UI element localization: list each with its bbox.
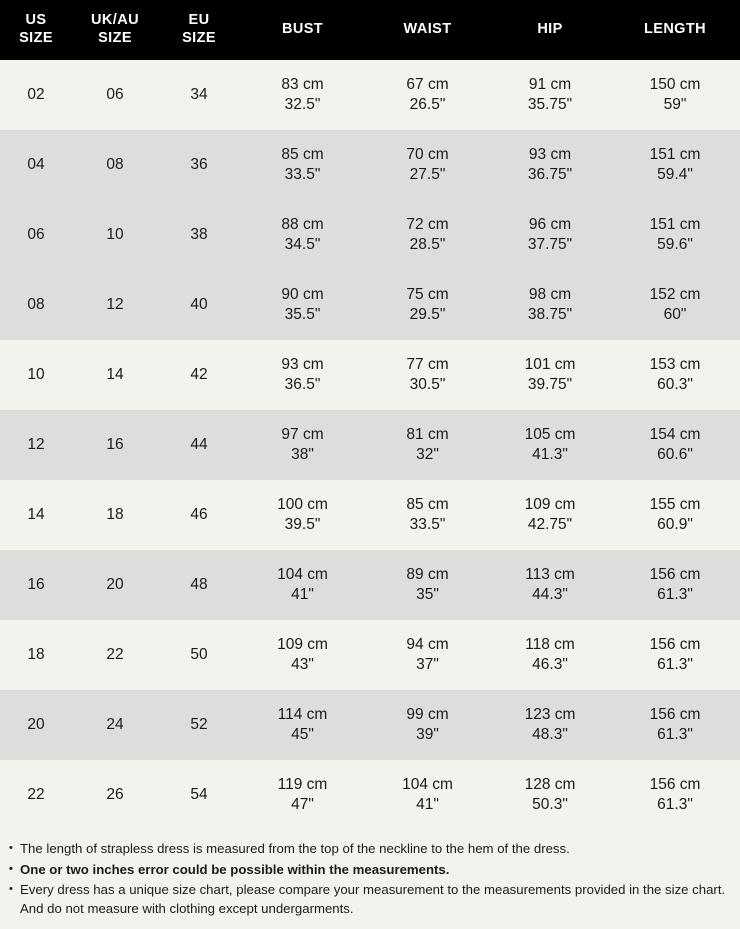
bust-inch: 34.5" [284,236,321,253]
length-cm: 155 cm [649,495,701,513]
cell-eu-size: 44 [158,410,240,480]
cell-waist [365,760,490,830]
header-line-1: US [25,12,47,29]
hip-inch: 35.75" [527,96,573,113]
cell-length [610,270,740,340]
cell-waist [365,410,490,480]
bust-inch: 43" [291,656,314,673]
length-inch: 60.6" [657,446,693,463]
bust-cm: 85 cm [281,145,324,163]
note-text: Every dress has a unique size chart, please compare your measurement to the measurements provided in the size chart. And do not measure with clothing except undergarments. [20,882,726,917]
hip-inch: 38.75" [527,306,573,323]
table-row [0,60,740,130]
hip-inch: 42.75" [527,516,573,533]
header-line-1: HIP [537,20,563,37]
hip-cm: 98 cm [528,285,572,303]
bust-inch: 39.5" [284,516,321,533]
waist-inch: 32" [416,446,439,463]
bust-inch: 45" [291,726,314,743]
cell-eu-size: 46 [158,480,240,550]
length-cm: 154 cm [649,425,701,443]
bust-cm: 104 cm [277,565,328,583]
header-row [0,0,740,60]
cell-us-size: 08 [0,270,72,340]
table-row [0,620,740,690]
hip-inch: 41.3" [532,446,568,463]
cell-bust [240,480,365,550]
hip-cm: 118 cm [525,635,575,653]
column-header-uk-au-size [72,0,158,60]
hip-cm: 109 cm [524,495,576,513]
length-cm: 156 cm [649,635,701,653]
table-row [0,200,740,270]
table-row [0,340,740,410]
waist-cm: 67 cm [406,75,449,93]
cell-us-size: 22 [0,760,72,830]
length-inch: 61.3" [657,726,693,743]
cell-bust [240,200,365,270]
cell-waist [365,340,490,410]
cell-hip [490,270,610,340]
hip-cm: 96 cm [528,215,572,233]
cell-uk-au-size: 26 [72,760,158,830]
bust-cm: 97 cm [281,425,324,443]
length-inch: 59.4" [657,166,693,183]
bust-cm: 90 cm [281,285,324,303]
waist-cm: 89 cm [406,565,449,583]
bust-inch: 32.5" [284,96,321,113]
length-inch: 61.3" [657,656,693,673]
cell-length [610,200,740,270]
cell-eu-size: 52 [158,690,240,760]
cell-bust [240,270,365,340]
waist-cm: 85 cm [406,495,449,513]
cell-us-size: 02 [0,60,72,130]
bullet-icon: • [9,842,13,854]
cell-waist [365,480,490,550]
cell-uk-au-size: 18 [72,480,158,550]
length-inch: 60" [663,306,687,323]
length-inch: 60.9" [657,516,693,533]
note-text: One or two inches error could be possible within the measurements. [20,861,450,877]
cell-length [610,690,740,760]
bust-inch: 47" [291,796,314,813]
bust-cm: 88 cm [281,215,324,233]
column-header-waist [365,0,490,60]
waist-inch: 37" [416,656,439,673]
length-inch: 60.3" [657,376,693,393]
waist-inch: 33.5" [409,516,446,533]
length-cm: 156 cm [649,705,701,723]
table-row [0,550,740,620]
waist-cm: 70 cm [406,145,449,163]
cell-us-size: 04 [0,130,72,200]
waist-inch: 41" [416,796,439,813]
cell-bust [240,130,365,200]
table-row [0,130,740,200]
note-item [8,861,730,880]
cell-length [610,60,740,130]
hip-cm: 93 cm [528,145,572,163]
cell-hip [490,340,610,410]
cell-bust [240,690,365,760]
cell-length [610,130,740,200]
bust-inch: 36.5" [284,376,321,393]
length-cm: 152 cm [649,285,701,303]
cell-eu-size: 40 [158,270,240,340]
cell-waist [365,620,490,690]
hip-inch: 50.3" [532,796,568,813]
column-header-us-size [0,0,72,60]
table-head [0,0,740,60]
waist-cm: 99 cm [406,705,449,723]
hip-cm: 105 cm [524,425,576,443]
length-cm: 156 cm [649,775,701,793]
length-inch: 59" [663,96,687,113]
waist-inch: 27.5" [409,166,446,183]
cell-length [610,760,740,830]
note-text: The length of strapless dress is measured from the top of the neckline to the hem of the dress. [20,841,570,856]
cell-waist [365,130,490,200]
cell-bust [240,340,365,410]
cell-us-size: 10 [0,340,72,410]
waist-cm: 81 cm [406,425,449,443]
table-row [0,480,740,550]
header-line-1: WAIST [403,20,452,37]
cell-bust [240,620,365,690]
column-header-hip [490,0,610,60]
cell-bust [240,760,365,830]
hip-inch: 46.3" [532,656,568,673]
cell-uk-au-size: 24 [72,690,158,760]
cell-length [610,340,740,410]
cell-hip [490,620,610,690]
cell-hip [490,690,610,760]
cell-uk-au-size: 10 [72,200,158,270]
bust-inch: 38" [291,446,314,463]
cell-bust [240,550,365,620]
cell-eu-size: 36 [158,130,240,200]
cell-hip [490,480,610,550]
cell-length [610,550,740,620]
hip-inch: 39.75" [527,376,573,393]
bullet-icon: • [9,862,13,875]
bust-inch: 41" [291,586,314,603]
length-cm: 156 cm [649,565,701,583]
length-cm: 151 cm [649,215,701,233]
cell-hip [490,200,610,270]
waist-inch: 28.5" [409,236,446,253]
bust-cm: 119 cm [277,775,328,793]
bust-inch: 35.5" [284,306,321,323]
cell-uk-au-size: 22 [72,620,158,690]
cell-eu-size: 38 [158,200,240,270]
header-line-1: UK/AU [91,12,139,29]
cell-eu-size: 34 [158,60,240,130]
cell-hip [490,410,610,480]
header-line-1: BUST [281,20,324,37]
header-line-2: SIZE [98,29,132,46]
cell-length [610,480,740,550]
length-inch: 61.3" [657,586,693,603]
cell-uk-au-size: 14 [72,340,158,410]
bust-cm: 93 cm [281,355,324,373]
bust-cm: 114 cm [277,705,328,723]
cell-eu-size: 48 [158,550,240,620]
cell-waist [365,550,490,620]
cell-uk-au-size: 06 [72,60,158,130]
cell-us-size: 18 [0,620,72,690]
header-line-1: LENGTH [643,20,706,37]
waist-cm: 75 cm [406,285,449,303]
cell-hip [490,550,610,620]
cell-hip [490,60,610,130]
hip-inch: 37.75" [527,236,573,253]
length-cm: 153 cm [649,355,701,373]
cell-eu-size: 50 [158,620,240,690]
bust-cm: 100 cm [277,495,328,513]
cell-us-size: 20 [0,690,72,760]
column-header-length [610,0,740,60]
note-item [8,881,730,918]
hip-inch: 36.75" [527,166,573,183]
length-cm: 150 cm [649,75,701,93]
cell-eu-size: 42 [158,340,240,410]
hip-inch: 44.3" [532,586,568,603]
cell-bust [240,410,365,480]
table-body [0,60,740,830]
cell-us-size: 06 [0,200,72,270]
length-inch: 61.3" [657,796,693,813]
header-line-2: SIZE [19,29,53,46]
cell-hip [490,130,610,200]
cell-uk-au-size: 16 [72,410,158,480]
bust-inch: 33.5" [284,166,321,183]
length-cm: 151 cm [649,145,701,163]
cell-length [610,620,740,690]
column-header-eu-size [158,0,240,60]
hip-cm: 128 cm [524,775,576,793]
header-line-2: SIZE [182,29,216,46]
waist-cm: 72 cm [406,215,449,233]
waist-inch: 26.5" [409,96,446,113]
cell-uk-au-size: 08 [72,130,158,200]
cell-us-size: 16 [0,550,72,620]
cell-us-size: 12 [0,410,72,480]
notes-section [0,830,740,929]
cell-uk-au-size: 12 [72,270,158,340]
cell-waist [365,270,490,340]
cell-waist [365,60,490,130]
column-header-bust [240,0,365,60]
bust-cm: 83 cm [281,75,324,93]
table-row [0,690,740,760]
waist-cm: 77 cm [406,355,449,373]
table-row [0,270,740,340]
cell-length [610,410,740,480]
waist-cm: 104 cm [402,775,453,793]
hip-cm: 123 cm [524,705,576,723]
bust-cm: 109 cm [277,635,328,653]
hip-cm: 91 cm [528,75,572,93]
cell-hip [490,760,610,830]
table-row [0,760,740,830]
cell-waist [365,200,490,270]
table-row [0,410,740,480]
cell-uk-au-size: 20 [72,550,158,620]
note-item [8,840,730,859]
waist-inch: 35" [416,586,439,603]
hip-cm: 113 cm [525,565,575,583]
cell-bust [240,60,365,130]
waist-inch: 29.5" [409,306,446,323]
waist-inch: 30.5" [409,376,446,393]
hip-inch: 48.3" [532,726,568,743]
length-inch: 59.6" [657,236,693,253]
bullet-icon: • [9,883,13,896]
cell-waist [365,690,490,760]
header-line-1: EU [188,12,210,29]
cell-us-size: 14 [0,480,72,550]
hip-cm: 101 cm [524,355,576,373]
cell-eu-size: 54 [158,760,240,830]
waist-cm: 94 cm [406,635,449,653]
waist-inch: 39" [416,726,439,743]
